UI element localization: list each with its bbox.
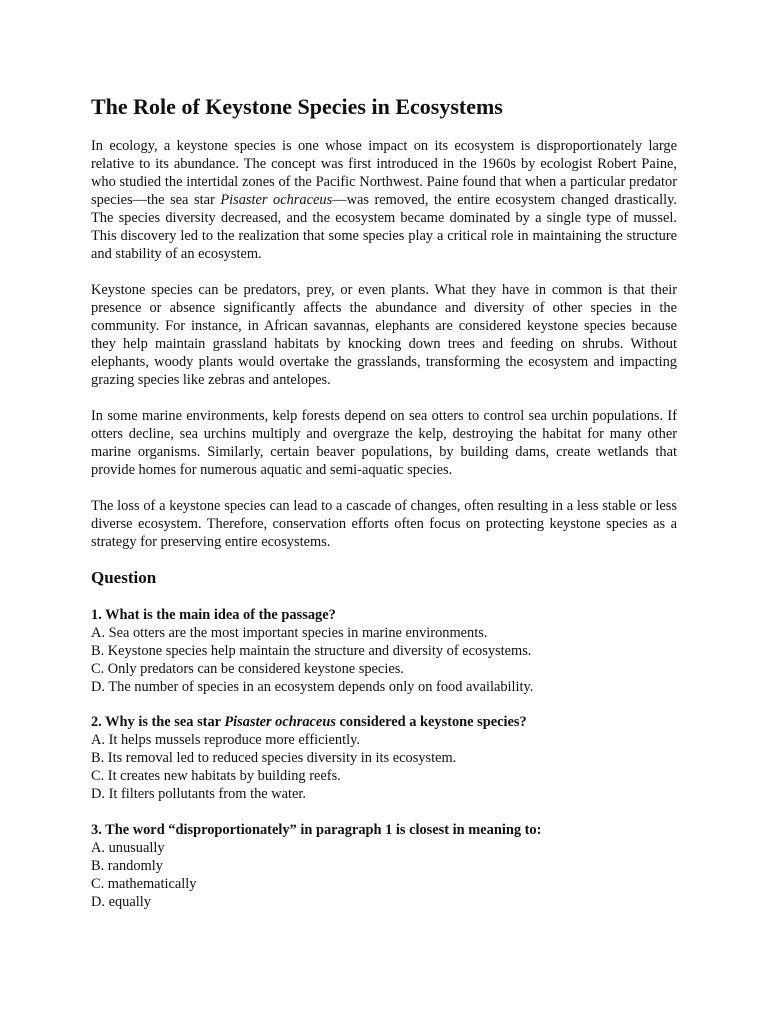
question-2 bbox=[91, 713, 691, 803]
question-2-option-d: D. It filters pollutants from the water. bbox=[91, 786, 307, 802]
paragraph-3: In some marine environments, kelp forests depend on sea otters to control sea urchin populations. If otters decline, sea urchins multiply and overgraze the kelp, destroying the habitat for many other marine organisms. Similarly, certain beaver populations, by building dams, create wetlands that provide homes for numerous aquatic and semi-aquatic species. bbox=[91, 408, 677, 478]
question-3-option-d: D. equally bbox=[91, 894, 151, 910]
question-2-species-italic: Pisaster ochraceus bbox=[224, 714, 336, 730]
question-2-option-b: B. Its removal led to reduced species diversity in its ecosystem. bbox=[91, 750, 457, 766]
question-3-option-a: A. unusually bbox=[91, 840, 165, 856]
paragraph-1-text-start: In ecology, a keystone species is one whose impact on its ecosystem is disproportionately large relative to its abundance. The concept was first introduced in the 1960s by ecologist Robert Paine, who studied the intertidal zones of the Pacific Northwest. Paine found that when a particular predator species—the sea star bbox=[91, 138, 677, 208]
question-2-stem bbox=[91, 713, 691, 731]
question-3-option-c: C. mathematically bbox=[91, 876, 197, 892]
question-1-option-d: D. The number of species in an ecosystem depends only on food availability. bbox=[91, 679, 534, 695]
question-3 bbox=[91, 821, 691, 911]
paragraph-4: The loss of a keystone species can lead to a cascade of changes, often resulting in a less stable or less diverse ecosystem. Therefore, conservation efforts often focus on protecting keystone species as a strategy for preserving entire ecosystems. bbox=[91, 498, 677, 550]
paragraph-1-text-end: —was removed, the entire ecosystem changed drastically. The species diversity decreased, and the ecosystem became dominated by a single type of mussel. This discovery led to the realization that some species play a critical role in maintaining the structure and stability of an ecosystem. bbox=[91, 192, 677, 262]
question-1-stem: 1. What is the main idea of the passage? bbox=[91, 607, 336, 623]
question-3-stem: 3. The word “disproportionately” in paragraph 1 is closest in meaning to: bbox=[91, 822, 542, 838]
question-1 bbox=[91, 606, 691, 696]
question-2-stem-start: 2. Why is the sea star bbox=[91, 714, 225, 730]
question-1-option-c: C. Only predators can be considered keystone species. bbox=[91, 661, 404, 677]
question-1-option-a: A. Sea otters are the most important species in marine environments. bbox=[91, 625, 488, 641]
question-2-stem-end: considered a keystone species? bbox=[335, 714, 527, 730]
question-1-option-b: B. Keystone species help maintain the structure and diversity of ecosystems. bbox=[91, 643, 532, 659]
document-title: The Role of Keystone Species in Ecosystems bbox=[91, 94, 503, 119]
species-name-italic: Pisaster ochraceus bbox=[220, 192, 333, 208]
paragraph-1 bbox=[91, 137, 677, 263]
paragraph-2: Keystone species can be predators, prey, or even plants. What they have in common is that their presence or absence significantly affects the abundance and diversity of other species in the community. For instance, in African savannas, elephants are considered keystone species because they help maintain grassland habitats by knocking down trees and feeding on shrubs. Without elephants, woody plants would overtake the grasslands, transforming the ecosystem and impacting grazing species like zebras and antelopes. bbox=[91, 282, 677, 388]
question-2-option-a: A. It helps mussels reproduce more efficiently. bbox=[91, 732, 360, 748]
question-3-option-b: B. randomly bbox=[91, 858, 163, 874]
question-2-option-c: C. It creates new habitats by building reefs. bbox=[91, 768, 341, 784]
question-heading: Question bbox=[91, 568, 157, 587]
